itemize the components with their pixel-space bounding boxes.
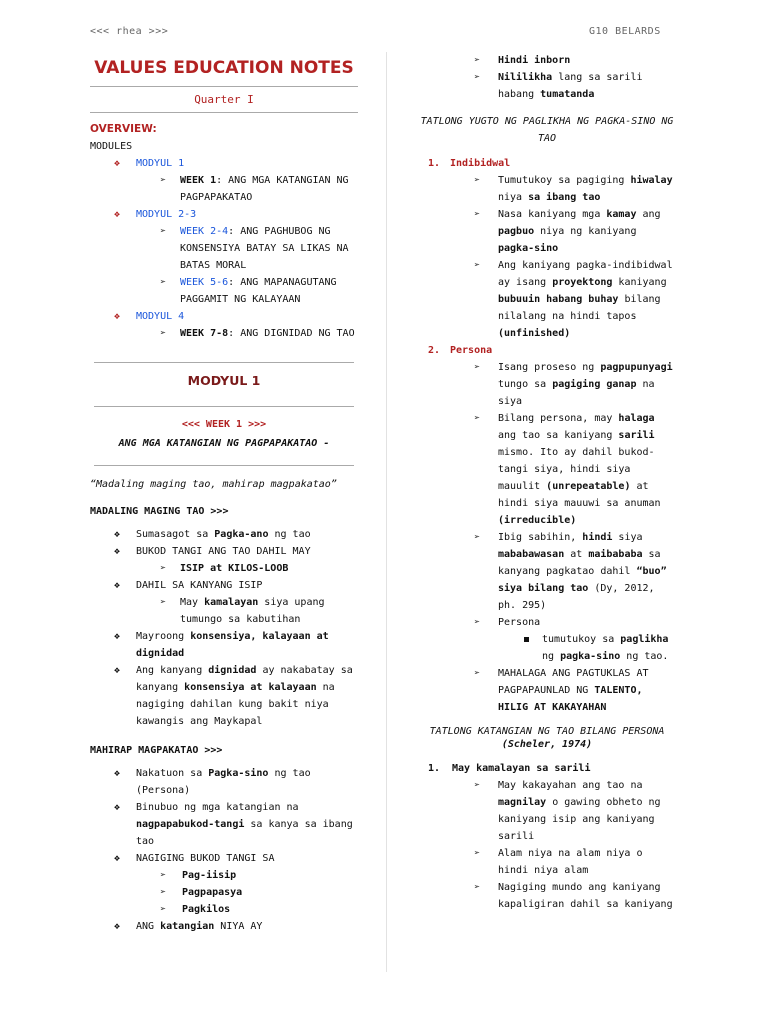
modyul-heading: MODYUL 1 [187,373,261,388]
trait-heading: 1. May kamalayan sa sarili [428,763,591,774]
diamond-bullet-icon: ❖ [114,580,121,591]
module-item [90,155,358,172]
list-subitem: ➢ Nagiging mundo ang kaniyang kapaligiran dahil sa kaniyang [416,879,678,913]
week-label: WEEK 5-6 [180,277,229,288]
arrow-bullet-icon: ➢ [474,260,481,271]
list-item: ❖ Sumasagot sa Pagka-ano ng tao [90,526,358,543]
stage-heading: 1. Indibidwal [428,158,511,169]
madaling-heading: MADALING MAGING TAO >>> [90,506,229,517]
arrow-bullet-icon: ➢ [474,532,481,543]
arrow-bullet-icon: ➢ [474,72,481,83]
list-subsubitem: tumutukoy sa paglikha ng pagka-sino ng tao. [416,631,678,665]
divider [94,362,354,363]
arrow-bullet-icon: ➢ [160,563,167,574]
arrow-bullet-icon: ➢ [474,55,481,66]
quote: “Madaling maging tao, mahirap magpakatao” [90,479,337,490]
list-subitem: ➢ Isang proseso ng pagpupunyagi tungo sa pagiging ganap na siya [416,359,678,410]
diamond-bullet-icon: ❖ [114,665,121,676]
diamond-bullet-icon: ❖ [114,209,121,220]
arrow-bullet-icon: ➢ [474,882,481,893]
arrow-bullet-icon: ➢ [160,175,167,186]
list-item: ❖ Ang kanyang dignidad ay nakabatay sa kanyang konsensiya at kalayaan na nagiging dahilan kung bakit niya kawangis ang Maykapal [90,662,358,730]
diamond-bullet-icon: ❖ [114,768,121,779]
list-subitem: ➢ Alam niya na alam niya o hindi niya alam [416,845,678,879]
column-divider [386,52,387,972]
module-label: MODYUL [136,311,173,322]
list-subitem: ➢ Persona [416,614,678,631]
list-subitem: ➢ May kakayahan ang tao na magnilay o gawing obheto ng kaniyang isip ang kaniyang sarili [416,777,678,845]
stage-heading: 2. Persona [428,345,493,356]
week-item [90,223,358,274]
week-label: WEEK 1 [180,175,217,186]
arrow-bullet-icon: ➢ [474,209,481,220]
list-item: ❖ Mayroong konsensiya, kalayaan at dignidad [90,628,358,662]
list-item: ❖ Nakatuon sa Pagka-sino ng tao (Persona) [90,765,358,799]
list-subitem: ➢ Pagpapasya [90,884,358,901]
list-subitem: ➢ Pagkilos [90,901,358,918]
divider [94,465,354,466]
arrow-bullet-icon: ➢ [160,328,167,339]
arrow-bullet-icon: ➢ [474,848,481,859]
list-subitem: ➢ Nasa kaniyang mga kamay ang pagbuo niya ng kaniyang pagka-sino [416,206,678,257]
arrow-bullet-icon: ➢ [474,780,481,791]
arrow-bullet-icon: ➢ [474,617,481,628]
mahirap-heading: MAHIRAP MAGPAKATAO >>> [90,745,223,756]
page-title: VALUES EDUCATION NOTES [90,58,358,87]
week-text: : ANG DIGNIDAD NG TAO [228,328,355,339]
week-item [90,172,358,206]
header-right: G10 BELARDS [589,26,661,37]
list-subitem: ➢ ISIP at KILOS-LOOB [90,560,358,577]
diamond-bullet-icon: ❖ [114,802,121,813]
diamond-bullet-icon: ❖ [114,631,121,642]
left-column [90,52,358,935]
list-item: ❖ NAGIGING BUKOD TANGI SA [90,850,358,867]
diamond-bullet-icon: ❖ [114,158,121,169]
divider [94,406,354,407]
arrow-bullet-icon: ➢ [474,668,481,679]
week-label: WEEK 7-8 [180,328,229,339]
section-heading: TATLONG YUGTO NG PAGLIKHA NG PAGKA-SINO NG TAO [420,116,674,144]
module-number: 4 [178,311,185,322]
module-item [90,206,358,223]
diamond-bullet-icon: ❖ [114,546,121,557]
arrow-bullet-icon: ➢ [160,597,167,608]
list-subitem: ➢ Bilang persona, may halaga ang tao sa kaniyang sarili mismo. Ito ay dahil bukod-tangi siya, hindi siya mauulit (unrepeatable) at hindi siya mauuwi sa anuman (irreducible) [416,410,678,529]
arrow-bullet-icon: ➢ [160,904,167,915]
list-subitem: ➢ Ang kaniyang pagka-indibidwal ay isang proyektong kaniyang bubuuin habang buhay bilang nilalang na hindi tapos (unfinished) [416,257,678,342]
header-left: <<< rhea >>> [90,26,169,37]
arrow-bullet-icon: ➢ [160,226,167,237]
arrow-bullet-icon: ➢ [160,277,167,288]
list-subitem: ➢ Pag-iisip [90,867,358,884]
arrow-bullet-icon: ➢ [160,870,167,881]
square-bullet-icon [524,631,529,648]
week-text: : ANG MAPANAGUTANG PAGGAMIT NG KALAYAAN [180,277,337,305]
list-subitem: ➢ Tumutukoy sa pagiging hiwalay niya sa ibang tao [416,172,678,206]
diamond-bullet-icon: ❖ [114,311,121,322]
list-subitem: ➢ May kamalayan siya upang tumungo sa kabutihan [90,594,358,628]
diamond-bullet-icon: ❖ [114,853,121,864]
diamond-bullet-icon: ❖ [114,529,121,540]
arrow-bullet-icon: ➢ [474,362,481,373]
section-citation: (Scheler, 1974) [501,739,593,750]
week-label: WEEK 2-4 [180,226,229,237]
arrow-bullet-icon: ➢ [160,887,167,898]
quarter-label: Quarter I [90,93,358,113]
week-subtitle: ANG MGA KATANGIAN NG PAGPAPAKATAO - [118,438,330,449]
section-heading: TATLONG KATANGIAN NG TAO BILANG PERSONA [429,726,665,737]
list-subitem: ➢ Hindi inborn [416,52,678,69]
week-text: : ANG PAGHUBOG NG KONSENSIYA BATAY SA LIKAS NA BATAS MORAL [180,226,349,271]
list-subitem: ➢ Ibig sabihin, hindi siya mababawasan at maibababa sa kanyang pagkatao dahil “buo” siya bilang tao (Dy, 2012, ph. 295) [416,529,678,614]
list-item: ❖ ANG katangian NIYA AY [90,918,358,935]
week-item [90,274,358,308]
modules-label: MODULES [90,141,133,152]
arrow-bullet-icon: ➢ [474,413,481,424]
week-heading: <<< WEEK 1 >>> [181,419,267,430]
week-item [90,325,358,342]
arrow-bullet-icon: ➢ [474,175,481,186]
diamond-bullet-icon: ❖ [114,921,121,932]
module-label: MODYUL 1 [136,158,185,169]
week-text: : ANG MGA KATANGIAN NG PAGPAPAKATAO [180,175,349,203]
list-subitem: ➢ MAHALAGA ANG PAGTUKLAS AT PAGPAPAUNLAD NG TALENTO, HILIG AT KAKAYAHAN [416,665,678,716]
list-item: ❖ Binubuo ng mga katangian na nagpapabukod-tangi sa kanya sa ibang tao [90,799,358,850]
list-subitem: ➢ Nililikha lang sa sarili habang tumatanda [416,69,678,103]
module-item [90,308,358,325]
list-item: ❖ DAHIL SA KANYANG ISIP [90,577,358,594]
module-label: MODYUL 2-3 [136,209,197,220]
list-item: ❖ BUKOD TANGI ANG TAO DAHIL MAY [90,543,358,560]
overview-label: OVERVIEW: [90,123,157,135]
right-column [416,52,678,913]
